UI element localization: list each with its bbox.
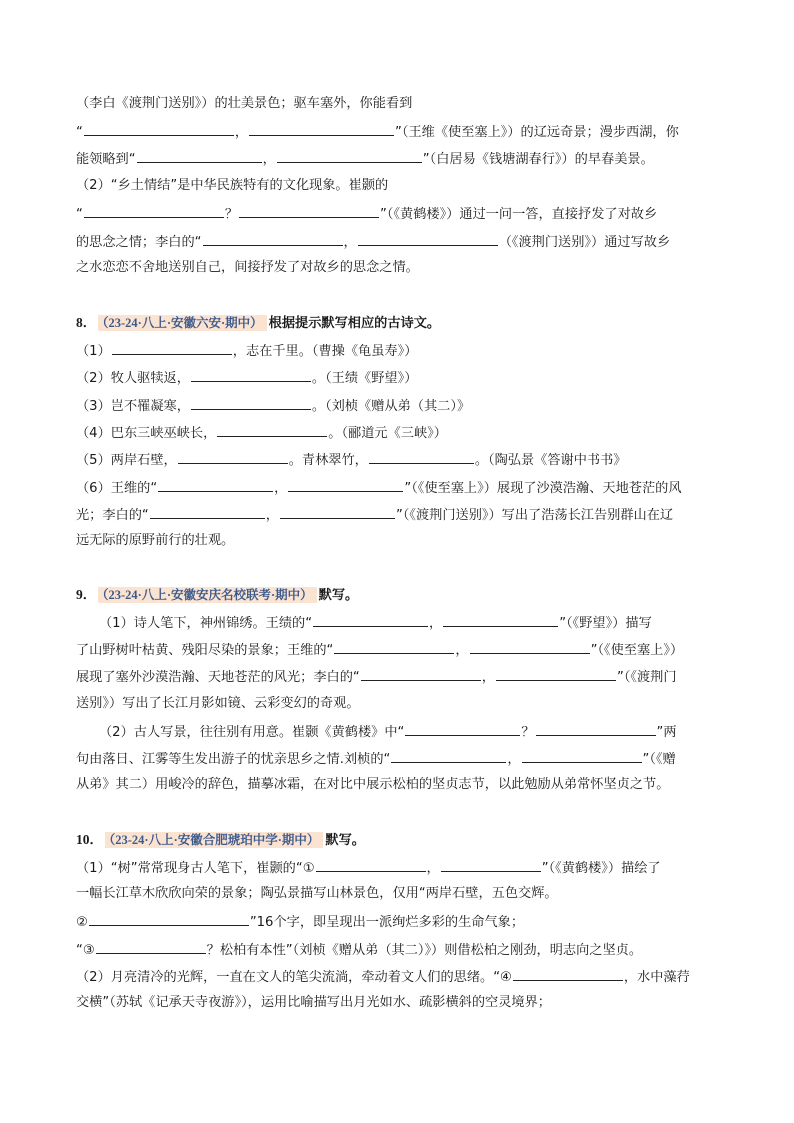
q9-line-4: 送别》）写出了长江月影如镜、云彩变幻的奇观。 [76, 696, 360, 711]
answer-blank[interactable] [470, 640, 590, 654]
q7-line-5: “ ？ ”（《黄鹤楼》）通过一问一答，直接抒发了对故乡 [76, 204, 726, 224]
q8-item-2: （2）牧人驱犊返， 。（王绩《野望》） [76, 368, 726, 388]
q9-line-2: 了山野树叶枯黄、残阳尽染的景象；王维的“ ， ”（《使至塞上》） [76, 640, 726, 660]
q8-item-4: （4）巴东三峡巫峡长， 。（郦道元《三峡》） [76, 423, 726, 443]
q10-line-4: “③ ？松柏有本性”（刘桢《赠从弟（其二）》）则借松柏之刚劲，明志向之坚贞。 [76, 940, 726, 960]
answer-blank[interactable] [443, 613, 558, 627]
q8-heading [76, 314, 726, 333]
q9-line-1: （1）诗人笔下，神州锦绣。王绩的“ ， ”（《野望》）描写 [99, 613, 749, 633]
q7-line-2: “ ， ”（王维《使至塞上》）的辽远奇景；漫步西湖，你 [76, 122, 726, 142]
answer-blank[interactable] [191, 396, 311, 410]
answer-blank[interactable] [280, 505, 395, 519]
q9-line-5: （2）古人写景，往往别有用意。崔颢《黄鹤楼》中“ ？ ”两 [99, 722, 749, 742]
q8-item-6: （6）王维的“ ， ”（《使至塞上》）展现了沙漠浩瀚、天地苍茫的风 [76, 478, 726, 498]
answer-blank[interactable] [405, 722, 520, 736]
answer-blank[interactable] [288, 478, 403, 492]
answer-blank[interactable] [391, 749, 506, 763]
q10-line-2: 一幅长江草木欣欣向荣的景象；陶弘景描写山林景色，仅用“两岸石壁，五色交辉。 [76, 886, 558, 901]
q10-heading [76, 831, 726, 850]
answer-blank[interactable] [150, 505, 265, 519]
answer-blank[interactable] [96, 940, 206, 954]
question-instruction: 默写。 [318, 588, 359, 603]
answer-blank[interactable] [137, 149, 262, 163]
answer-blank[interactable] [84, 122, 234, 136]
answer-blank[interactable] [178, 450, 288, 464]
answer-blank[interactable] [277, 149, 422, 163]
q10-line-6: 交横”（苏轼《记承天寺夜游》），运用比喻描写出月光如水、疏影横斜的空灵境界； [76, 995, 551, 1010]
answer-blank[interactable] [158, 478, 273, 492]
q10-line-1: （1）“树”常常现身古人笔下，崔颢的“① ， ”（《黄鹤楼》）描绘了 [76, 858, 726, 878]
answer-blank[interactable] [203, 232, 343, 246]
answer-blank[interactable] [89, 912, 249, 926]
source-badge: （23-24·八上·安徽六安·期中） [98, 315, 266, 331]
answer-blank[interactable] [112, 341, 232, 355]
q8-item-5: （5）两岸石壁， 。青林翠竹， 。（陶弘景《答谢中书书》 [76, 450, 726, 470]
answer-blank[interactable] [513, 967, 623, 981]
question-instruction: 默写。 [325, 833, 365, 848]
answer-blank[interactable] [249, 122, 394, 136]
source-badge: （23-24·八上·安徽安庆名校联考·期中） [98, 587, 316, 603]
q9-heading [76, 586, 726, 605]
q10-line-3: ② ”16个字，即呈现出一派绚烂多彩的生命气象； [76, 912, 726, 932]
answer-blank[interactable] [334, 640, 454, 654]
q9-line-3: 展现了塞外沙漠浩瀚、天地苍茫的风光；李白的“ ， ”（《渡荆门 [76, 667, 726, 687]
answer-blank[interactable] [191, 368, 311, 382]
q8-item-1: （1） ，志在千里。（曹操《龟虽寿》） [76, 341, 726, 361]
answer-blank[interactable] [441, 858, 541, 872]
answer-blank[interactable] [496, 667, 616, 681]
answer-blank[interactable] [217, 423, 327, 437]
question-number: 10． [76, 832, 103, 847]
q7-line-7: 之水恋恋不舍地送别自己，间接抒发了对故乡的思念之情。 [76, 260, 419, 275]
source-badge: （23-24·八上·安徽合肥琥珀中学·期中） [105, 832, 323, 848]
q8-item-7: 光；李白的“ ， ”（《渡荆门送别》）写出了浩荡长江告别群山在辽 [76, 505, 726, 525]
question-instruction: 根据提示默写相应的古诗文。 [268, 316, 441, 331]
answer-blank[interactable] [84, 204, 224, 218]
q10-line-5: （2）月亮清冷的光辉，一直在文人的笔尖流淌，牵动着文人们的思绪。“④ ，水中藻荇 [76, 967, 726, 987]
answer-blank[interactable] [239, 204, 379, 218]
q8-item-8: 远无际的原野前行的壮观。 [76, 533, 235, 548]
answer-blank[interactable] [313, 613, 428, 627]
q9-line-6: 句由落日、江雾等生发出游子的忧亲思乡之情.刘桢的“ ， ”（《赠 [76, 749, 726, 769]
answer-blank[interactable] [361, 667, 481, 681]
q7-line-6: 的思念之情；李白的“ ， （《渡荆门送别》）通过写故乡 [76, 232, 726, 252]
q7-line-1: （李白《渡荆门送别》）的壮美景色；驱车塞外，你能看到 [76, 96, 413, 111]
q7-line-4: （2）“乡土情结”是中华民族特有的文化现象。崔颢的 [76, 178, 389, 193]
question-number: 9． [76, 587, 97, 602]
answer-blank[interactable] [369, 450, 474, 464]
q9-line-7: 从弟》其二）用峻冷的辞色，描摹冰霜，在对比中展示松柏的坚贞志节，以此勉励从弟常怀坚贞之节。 [76, 777, 670, 792]
q7-line-3: 能领略到“ ， ”（白居易《钱塘湖春行》）的早春美景。 [76, 149, 726, 169]
answer-blank[interactable] [522, 749, 642, 763]
q8-item-3: （3）岂不罹凝寒， 。（刘桢《赠从弟（其二）》 [76, 396, 726, 416]
answer-blank[interactable] [316, 858, 426, 872]
question-number: 8． [76, 315, 97, 330]
answer-blank[interactable] [536, 722, 656, 736]
answer-blank[interactable] [358, 232, 498, 246]
